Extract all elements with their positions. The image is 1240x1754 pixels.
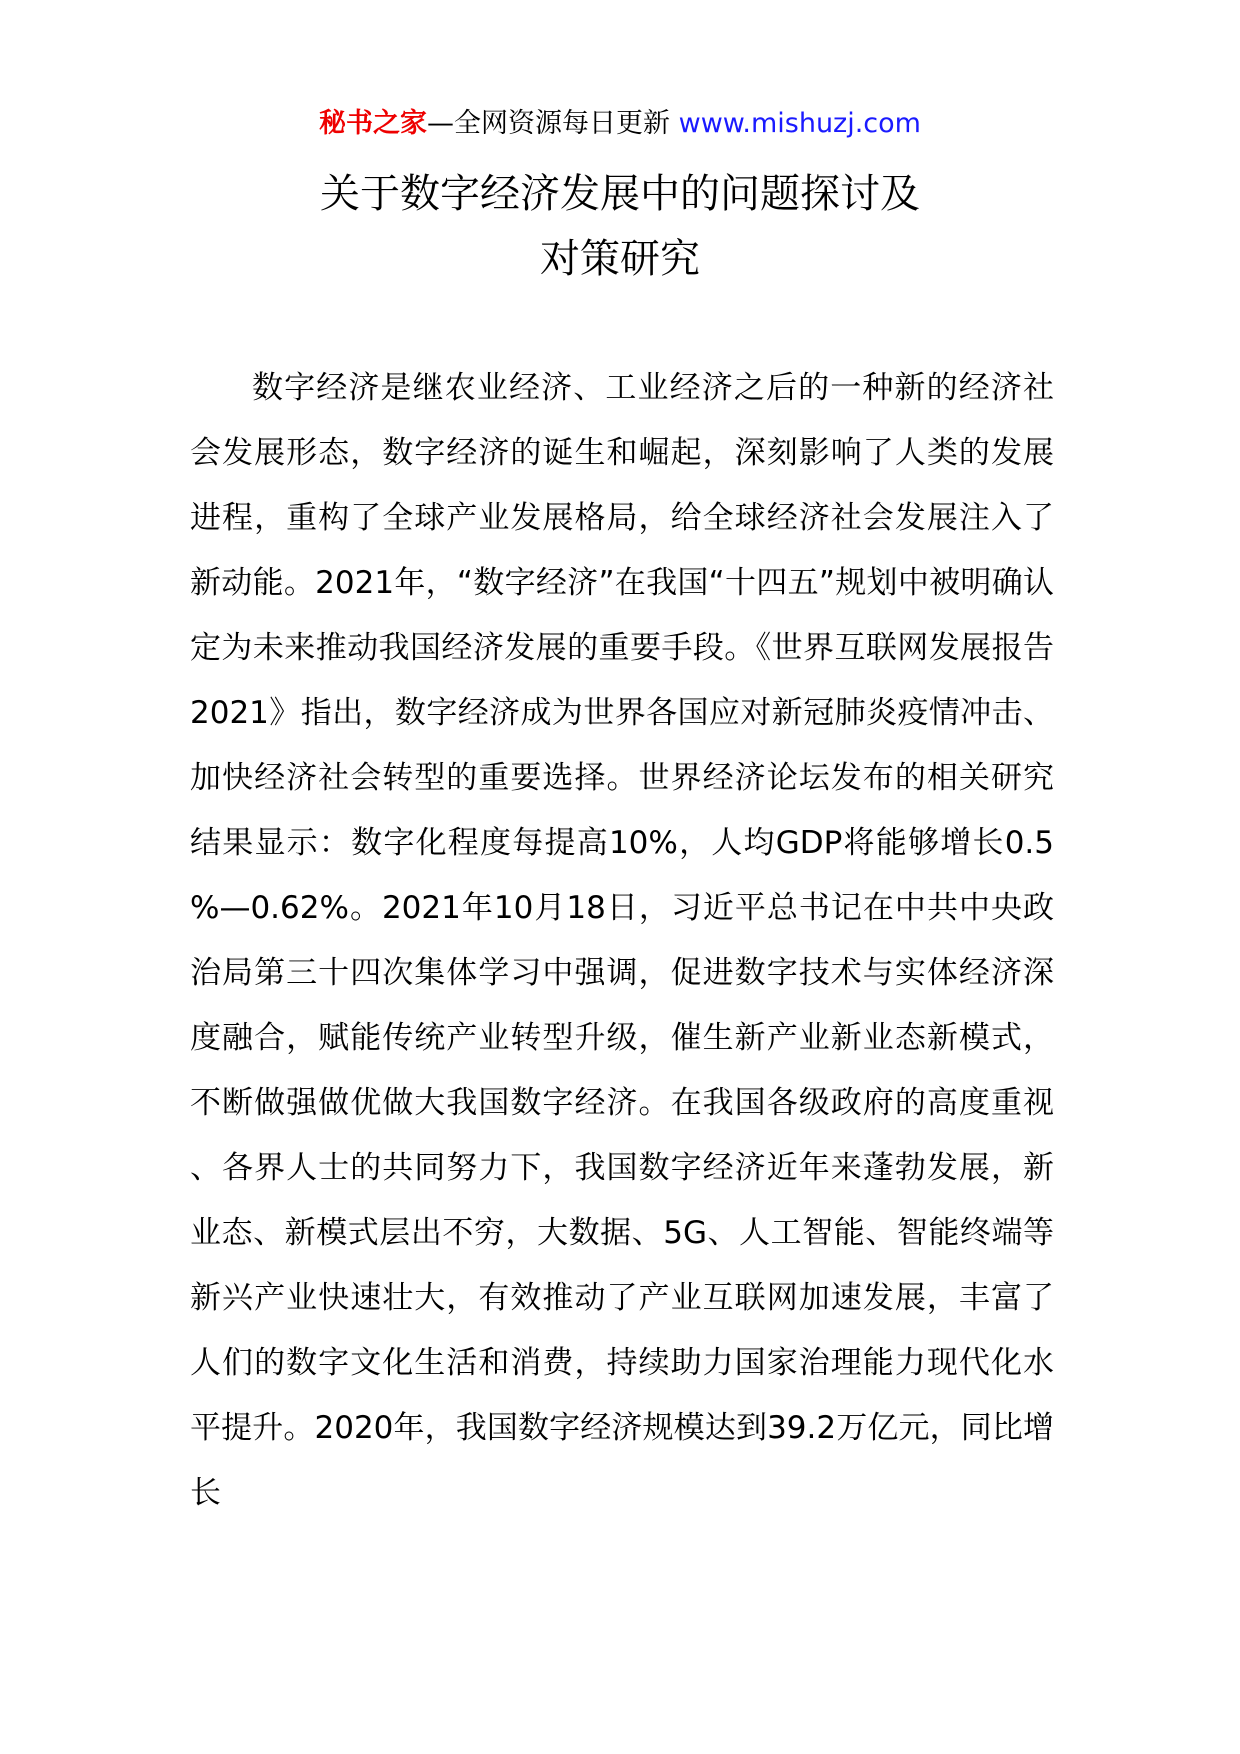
header-tagline: —全网资源每日更新 xyxy=(427,108,679,139)
brand-name: 秘书之家 xyxy=(319,108,428,139)
document-title-line-1: 关于数字经济发展中的问题探讨及 xyxy=(320,171,920,217)
site-header xyxy=(0,104,1240,144)
document-title-line-2: 对策研究 xyxy=(540,236,700,282)
body-paragraph: 数字经济是继农业经济、工业经济之后的一种新的经济社会发展形态，数字经济的诞生和崛起，深刻影响了人类的发展进程，重构了全球产业发展格局，给全球经济社会发展注入了新动能。2021年，“数字经济”在我国“十四五”规划中被明确认定为未来推动我国经济发展的重要手段。《世界互联网发展报告2021》指出，数字经济成为世界各国应对新冠肺炎疫情冲击、加快经济社会转型的重要选择。世界经济论坛发布的相关研究结果显示：数字化程度每提高10%，人均GDP将能够增长0.5%—0.62%。2021年10月18日，习近平总书记在中共中央政治局第三十四次集体学习中强调，促进数字技术与实体经济深度融合，赋能传统产业转型升级，催生新产业新业态新模式，不断做强做优做大我国数字经济。在我国各级政府的高度重视、各界人士的共同努力下，我国数字经济近年来蓬勃发展，新业态、新模式层出不穷，大数据、5G、人工智能、智能终端等新兴产业快速壮大，有效推动了产业互联网加速发展，丰富了人们的数字文化生活和消费，持续助力国家治理能力现代化水平提升。2020年，我国数字经济规模达到39.2万亿元，同比增长 xyxy=(190,370,1054,1511)
site-url-link[interactable]: www.mishuzj.com xyxy=(678,108,921,139)
